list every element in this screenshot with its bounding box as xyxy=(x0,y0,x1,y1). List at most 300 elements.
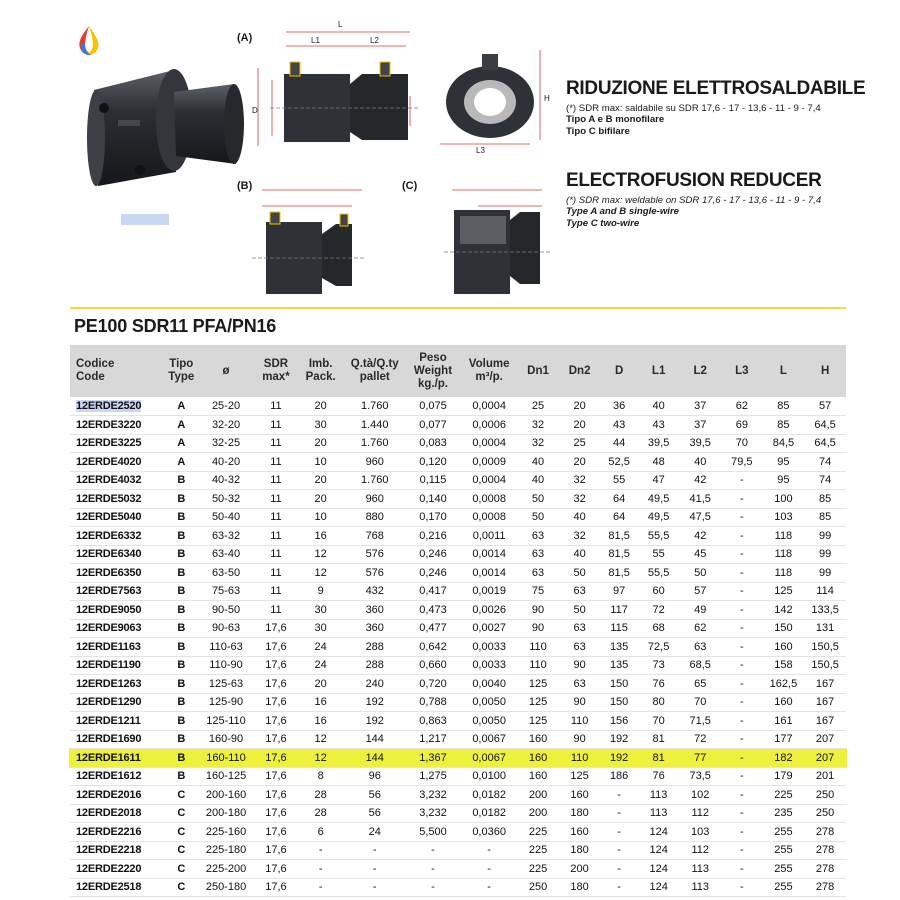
table-cell xyxy=(559,564,601,583)
table-cell-text: 79,5 xyxy=(731,455,753,468)
table-cell-text: 68,5 xyxy=(689,659,711,672)
table-cell xyxy=(721,490,763,509)
table-cell-text: 85 xyxy=(818,511,832,524)
table-cell-text: 40 xyxy=(652,400,665,412)
table-cell-text: 0,246 xyxy=(419,548,447,561)
table-cell-text: 182 xyxy=(774,751,793,764)
table-cell-text: 158 xyxy=(774,659,793,672)
table-cell-text: - xyxy=(487,862,491,875)
table-cell-text: 85 xyxy=(777,418,790,431)
table-cell-text: 12ERDE6350 xyxy=(76,566,142,579)
table-cell-text: 180 xyxy=(570,881,589,894)
table-cell-text: - xyxy=(617,788,621,801)
table-cell xyxy=(255,860,297,879)
table-cell-text: 125 xyxy=(528,696,548,709)
table-cell xyxy=(600,397,637,416)
table-cell-text: 117 xyxy=(610,603,628,616)
table-cell-text: 42 xyxy=(694,529,707,542)
table-cell-text: 225 xyxy=(528,825,548,838)
table-cell-text: 81,5 xyxy=(608,529,630,542)
table-cell xyxy=(166,693,197,712)
table-cell-text: 63-32 xyxy=(211,529,241,542)
table-cell xyxy=(763,823,805,842)
table-cell-text: 12ERDE2520 xyxy=(76,400,142,412)
table-cell-text: 432 xyxy=(365,585,384,598)
table-cell xyxy=(559,638,601,657)
table-cell xyxy=(405,471,461,490)
table-cell-text: 84,5 xyxy=(772,437,795,450)
table-cell-text: B xyxy=(177,474,186,487)
table-cell xyxy=(405,582,461,601)
table-cell-text: 3,232 xyxy=(419,788,447,801)
table-cell xyxy=(70,693,166,712)
table-cell-text: 160-90 xyxy=(208,733,244,746)
table-cell-text: 160 xyxy=(570,825,589,838)
table-cell-text: 110-63 xyxy=(209,640,243,653)
table-cell-text: 125 xyxy=(528,714,548,727)
table-cell xyxy=(517,693,559,712)
table-cell xyxy=(461,490,517,509)
table-cell-text: 0,0014 xyxy=(472,548,506,561)
table-row xyxy=(70,638,846,657)
table-cell xyxy=(345,786,405,805)
table-cell-text: 40 xyxy=(573,511,586,524)
table-cell xyxy=(297,564,345,583)
table-cell-text: A xyxy=(177,400,186,412)
table-cell-text: 17,6 xyxy=(265,733,287,746)
table-cell-text: 0,216 xyxy=(419,529,447,542)
table-cell-text: 81,5 xyxy=(608,566,630,579)
table-cell-text: 12ERDE1611 xyxy=(76,751,141,764)
table-row xyxy=(70,619,846,638)
table-cell xyxy=(679,693,721,712)
table-cell xyxy=(405,860,461,879)
table-cell xyxy=(763,712,805,731)
table-cell-text: 20 xyxy=(314,492,327,505)
column-header xyxy=(345,345,405,397)
table-cell xyxy=(721,749,763,768)
table-row xyxy=(70,490,846,509)
table-cell xyxy=(197,508,255,527)
table-cell xyxy=(638,508,680,527)
table-cell xyxy=(638,656,680,675)
table-cell-text: 75-63 xyxy=(211,585,241,598)
table-cell xyxy=(600,841,637,860)
column-header-line: Weight xyxy=(413,364,453,377)
table-cell xyxy=(638,582,680,601)
table-cell xyxy=(461,693,517,712)
table-cell-text: - xyxy=(739,548,744,561)
table-cell xyxy=(721,693,763,712)
table-cell xyxy=(255,453,297,472)
table-cell-text: 12 xyxy=(314,751,327,764)
table-cell-text: 0,140 xyxy=(419,492,447,505)
table-cell-text: 12ERDE9050 xyxy=(76,603,142,616)
table-cell-text: 80 xyxy=(652,696,665,709)
table-cell xyxy=(297,878,345,897)
table-cell xyxy=(600,656,637,675)
table-cell-text: 125-63 xyxy=(208,677,244,690)
table-cell-text: 30 xyxy=(314,603,327,616)
table-cell-text: 25 xyxy=(531,400,545,412)
color-swatch xyxy=(121,214,169,225)
table-cell-text: 255 xyxy=(774,862,793,875)
column-header xyxy=(721,345,763,397)
table-cell xyxy=(517,564,559,583)
table-cell-text: 160 xyxy=(774,640,793,653)
table-cell xyxy=(345,582,405,601)
table-cell xyxy=(804,601,846,620)
table-cell-text: - xyxy=(739,474,744,487)
table-cell-text: 64,5 xyxy=(814,437,836,450)
table-cell xyxy=(679,730,721,749)
table-cell xyxy=(517,545,559,564)
table-cell-text: 1.760 xyxy=(360,400,389,412)
table-cell xyxy=(297,675,345,694)
italian-description xyxy=(566,78,886,138)
table-cell-text: 45 xyxy=(694,548,707,561)
table-cell-text: 160 xyxy=(528,751,548,764)
table-cell xyxy=(197,527,255,546)
table-cell xyxy=(405,545,461,564)
table-cell xyxy=(679,416,721,435)
table-cell xyxy=(600,619,637,638)
column-header-line: L xyxy=(779,364,787,377)
table-cell-text: - xyxy=(372,881,377,894)
table-cell xyxy=(405,453,461,472)
table-cell-text: 63 xyxy=(573,585,586,598)
table-cell xyxy=(804,471,846,490)
table-cell-text: 0,660 xyxy=(419,659,447,672)
table-cell-text: 177 xyxy=(774,733,793,746)
table-cell xyxy=(166,730,197,749)
table-cell xyxy=(70,434,166,453)
table-cell-text: 55 xyxy=(652,548,665,561)
table-cell-text: 0,0067 xyxy=(472,751,506,764)
table-cell-text: 68 xyxy=(652,622,665,635)
column-header-line: pallet xyxy=(359,371,390,383)
table-cell-text: 278 xyxy=(815,881,835,894)
table-cell xyxy=(600,490,637,509)
table-cell xyxy=(255,490,297,509)
table-cell-text: 255 xyxy=(774,844,793,857)
table-cell-text: 113 xyxy=(691,881,709,894)
table-cell-text: 17,6 xyxy=(265,751,287,764)
table-cell xyxy=(679,601,721,620)
table-cell xyxy=(255,582,297,601)
table-cell-text: B xyxy=(177,677,186,690)
table-cell-text: 56 xyxy=(368,788,381,801)
table-cell xyxy=(638,878,680,897)
table-cell xyxy=(679,878,721,897)
table-cell-text: 62 xyxy=(735,400,748,412)
table-cell xyxy=(804,638,846,657)
table-cell xyxy=(345,416,405,435)
table-cell-text: - xyxy=(617,844,621,857)
table-row xyxy=(70,582,846,601)
table-cell-text: 0,120 xyxy=(419,455,447,468)
table-cell xyxy=(763,582,805,601)
table-cell xyxy=(197,786,255,805)
table-cell-text: 179 xyxy=(774,770,793,783)
table-cell-text: 75 xyxy=(531,585,545,598)
table-cell-text: 162,5 xyxy=(769,677,798,690)
table-cell-text: 160 xyxy=(570,788,589,801)
table-cell-text: 25-20 xyxy=(211,400,241,412)
table-cell-text: 17,6 xyxy=(265,807,287,820)
table-cell xyxy=(559,527,601,546)
table-cell xyxy=(166,416,197,435)
table-cell xyxy=(600,767,637,786)
table-cell-text: 90 xyxy=(573,659,586,672)
table-cell xyxy=(70,804,166,823)
table-cell-text: 76 xyxy=(652,770,665,783)
table-cell-text: B xyxy=(177,622,186,635)
table-row xyxy=(70,471,846,490)
table-cell-text: 12ERDE5040 xyxy=(76,511,142,524)
table-cell xyxy=(461,860,517,879)
table-cell-text: 118 xyxy=(774,548,793,561)
table-cell xyxy=(600,693,637,712)
table-cell-text: 103 xyxy=(774,511,793,524)
table-cell xyxy=(70,749,166,768)
table-cell xyxy=(461,453,517,472)
table-cell xyxy=(166,564,197,583)
table-cell xyxy=(255,564,297,583)
table-cell-text: 768 xyxy=(365,529,384,542)
table-cell xyxy=(405,564,461,583)
table-cell-text: B xyxy=(177,548,186,561)
table-cell xyxy=(405,730,461,749)
spec-title: PE100 SDR11 PFA/PN16 xyxy=(74,316,277,336)
table-cell-text: 50-32 xyxy=(211,492,241,505)
table-cell xyxy=(679,712,721,731)
table-cell xyxy=(197,804,255,823)
column-header-line: H xyxy=(820,364,830,377)
table-cell-text: 278 xyxy=(815,825,835,838)
dim-L-a: L xyxy=(338,20,343,29)
table-cell xyxy=(600,582,637,601)
table-cell xyxy=(559,453,601,472)
table-cell xyxy=(638,638,680,657)
table-cell-text: 11 xyxy=(270,566,282,579)
table-cell xyxy=(638,619,680,638)
table-cell-text: 20 xyxy=(573,418,586,431)
table-cell xyxy=(721,823,763,842)
table-cell xyxy=(405,786,461,805)
table-cell xyxy=(255,767,297,786)
table-cell-text: 1.760 xyxy=(360,474,389,487)
table-cell-text: 52,5 xyxy=(608,455,630,468)
table-cell xyxy=(197,434,255,453)
table-cell xyxy=(638,545,680,564)
table-cell xyxy=(405,527,461,546)
table-cell xyxy=(763,656,805,675)
table-cell xyxy=(804,841,846,860)
table-cell-text: 0,0050 xyxy=(472,696,506,709)
table-cell xyxy=(255,693,297,712)
table-cell xyxy=(197,490,255,509)
table-cell-text: 12 xyxy=(314,548,327,561)
table-cell-text: 70 xyxy=(652,714,665,727)
table-cell-text: A xyxy=(177,455,186,468)
table-cell-text: - xyxy=(431,844,435,857)
table-cell-text: - xyxy=(739,881,744,894)
table-cell xyxy=(166,619,197,638)
table-cell-text: B xyxy=(177,659,186,672)
english-type-ab: Type A and B single-wire xyxy=(566,206,680,217)
table-cell xyxy=(679,619,721,638)
table-cell xyxy=(197,638,255,657)
table-cell xyxy=(70,878,166,897)
table-cell xyxy=(804,860,846,879)
table-cell xyxy=(345,823,405,842)
table-cell xyxy=(70,453,166,472)
table-cell-text: - xyxy=(617,862,621,875)
table-cell xyxy=(461,675,517,694)
table-row xyxy=(70,823,846,842)
table-row xyxy=(70,749,846,768)
table-cell xyxy=(297,527,345,546)
column-header-line: Code xyxy=(76,371,105,383)
table-cell-text: 113 xyxy=(649,807,668,820)
table-cell xyxy=(763,508,805,527)
table-cell-text: 20 xyxy=(573,455,586,468)
table-cell-text: 0,0004 xyxy=(472,474,506,487)
table-cell xyxy=(255,471,297,490)
table-cell-text: 20 xyxy=(314,474,327,487)
table-cell-text: 250-180 xyxy=(205,881,247,894)
table-cell-text: 360 xyxy=(365,603,384,616)
table-cell xyxy=(804,823,846,842)
table-cell-text: 70 xyxy=(694,696,707,709)
table-cell-text: 0,417 xyxy=(419,585,447,598)
table-cell xyxy=(638,490,680,509)
table-cell-text: 55,5 xyxy=(647,529,670,542)
table-cell xyxy=(197,453,255,472)
table-cell-text: 32 xyxy=(573,474,586,487)
table-cell-text: - xyxy=(431,881,435,894)
italian-type-c: Tipo C bifilare xyxy=(566,126,630,137)
table-cell xyxy=(763,397,805,416)
table-cell xyxy=(255,841,297,860)
table-cell-text: 360 xyxy=(365,622,384,635)
table-cell-text: 207 xyxy=(815,733,835,746)
table-cell-text: 17,6 xyxy=(265,714,287,727)
table-cell xyxy=(600,527,637,546)
table-cell xyxy=(679,453,721,472)
table-cell xyxy=(345,545,405,564)
table-cell-text: 11 xyxy=(270,548,282,561)
table-cell-text: 63 xyxy=(531,548,545,561)
table-cell xyxy=(297,804,345,823)
table-cell-text: - xyxy=(739,770,744,783)
table-cell-text: 167 xyxy=(815,714,835,727)
table-cell xyxy=(517,804,559,823)
table-cell xyxy=(345,434,405,453)
table-cell xyxy=(721,527,763,546)
table-cell xyxy=(405,693,461,712)
table-cell-text: 144 xyxy=(365,733,384,746)
table-cell xyxy=(517,675,559,694)
table-cell-text: 960 xyxy=(365,492,384,505)
column-header-line: max* xyxy=(262,371,290,383)
table-cell-text: 41,5 xyxy=(689,492,711,505)
table-cell-text: 73 xyxy=(652,659,665,672)
table-cell xyxy=(638,804,680,823)
table-cell xyxy=(345,656,405,675)
table-cell xyxy=(721,730,763,749)
table-cell xyxy=(804,434,846,453)
table-cell-text: 20 xyxy=(573,400,586,412)
table-cell xyxy=(804,490,846,509)
table-cell-text: - xyxy=(739,566,744,579)
table-cell xyxy=(559,804,601,823)
table-cell-text: 12ERDE1290 xyxy=(76,696,142,709)
table-cell xyxy=(679,767,721,786)
table-cell-text: 135 xyxy=(609,659,629,672)
table-cell xyxy=(70,841,166,860)
table-row xyxy=(70,860,846,879)
table-cell-text: 12ERDE7563 xyxy=(76,585,142,598)
diagram-c-side-view xyxy=(418,176,558,300)
table-cell-text: 0,0182 xyxy=(472,807,506,820)
table-cell xyxy=(804,730,846,749)
column-header-line: L2 xyxy=(693,364,707,377)
column-header-line: ø xyxy=(222,364,230,377)
table-cell xyxy=(197,416,255,435)
table-cell xyxy=(517,730,559,749)
table-cell-text: 81 xyxy=(652,733,665,746)
column-header xyxy=(638,345,680,397)
table-cell xyxy=(461,804,517,823)
table-cell xyxy=(638,397,680,416)
table-cell xyxy=(345,712,405,731)
table-cell-text: 16 xyxy=(314,529,327,542)
table-cell-text: 103 xyxy=(691,825,710,838)
table-cell xyxy=(197,564,255,583)
table-cell-text: - xyxy=(739,788,744,801)
table-cell xyxy=(559,416,601,435)
table-cell-text: 24 xyxy=(368,825,381,838)
column-header-line: Dn1 xyxy=(527,364,549,377)
table-cell-text: 69 xyxy=(735,418,748,431)
table-cell xyxy=(559,601,601,620)
table-cell-text: 56 xyxy=(368,807,381,820)
table-cell-text: 113 xyxy=(649,788,668,801)
table-cell-text: - xyxy=(372,844,377,857)
table-cell-text: 37 xyxy=(694,400,707,412)
table-cell-text: 12ERDE5032 xyxy=(76,492,142,505)
table-cell xyxy=(197,878,255,897)
table-cell xyxy=(70,656,166,675)
table-cell-text: 39,5 xyxy=(689,437,711,450)
table-cell xyxy=(297,397,345,416)
table-cell xyxy=(517,823,559,842)
table-cell xyxy=(600,749,637,768)
column-header xyxy=(559,345,601,397)
table-cell-text: 0,0008 xyxy=(472,492,506,505)
table-cell-text: 278 xyxy=(815,862,835,875)
table-cell-text: 81 xyxy=(652,751,665,764)
table-cell-text: 36 xyxy=(613,400,626,412)
table-cell xyxy=(804,582,846,601)
table-cell xyxy=(70,767,166,786)
table-cell xyxy=(197,656,255,675)
table-cell-text: 124 xyxy=(649,844,668,857)
table-cell xyxy=(559,582,601,601)
italian-type-ab: Tipo A e B monofilare xyxy=(566,114,665,125)
